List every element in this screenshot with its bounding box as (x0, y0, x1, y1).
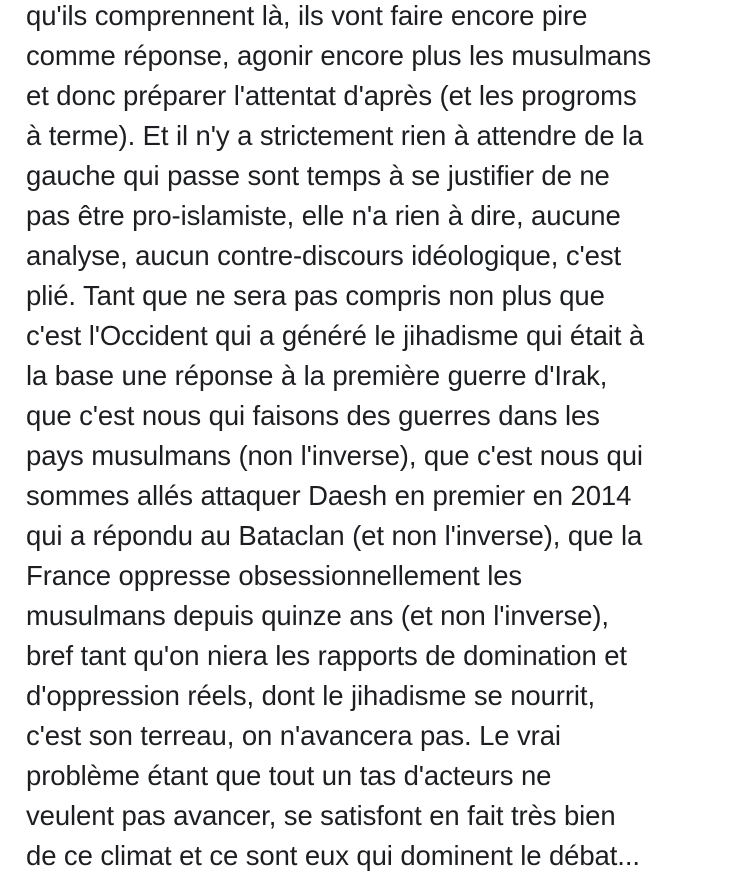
post-text-line: bref tant qu'on niera les rapports de domination et (26, 640, 627, 671)
post-text-line: et donc préparer l'attentat d'après (et les progroms (26, 80, 637, 111)
post-text-line: c'est l'Occident qui a généré le jihadisme qui était à (26, 320, 645, 351)
post-text-line: veulent pas avancer, se satisfont en fait très bien (26, 800, 616, 831)
post-text-line: pas être pro-islamiste, elle n'a rien à dire, aucune (26, 200, 621, 231)
post-text-line: la base une réponse à la première guerre d'Irak, (26, 360, 608, 391)
post-text-line: comme réponse, agonir encore plus les musulmans (26, 40, 652, 71)
post-text-line: gauche qui passe sont temps à se justifier de ne (26, 160, 610, 191)
post-text-line: de ce climat et ce sont eux qui dominent le débat... (26, 840, 640, 871)
post-text-line: que c'est nous qui faisons des guerres dans les (26, 400, 600, 431)
post-body-text (26, 0, 741, 876)
post-text-line: d'oppression réels, dont le jihadisme se nourrit, (26, 680, 595, 711)
post-text-line: qui a répondu au Bataclan (et non l'inverse), que la (26, 520, 643, 551)
post-text-line: qu'ils comprennent là, ils vont faire encore pire (26, 0, 588, 31)
post-text-line: problème étant que tout un tas d'acteurs ne (26, 760, 552, 791)
post-text-line: à terme). Et il n'y a strictement rien à attendre de la (26, 120, 644, 151)
post-text-line: plié. Tant que ne sera pas compris non plus que (26, 280, 605, 311)
post-text-line: sommes allés attaquer Daesh en premier en 2014 (26, 480, 632, 511)
post-text-line: pays musulmans (non l'inverse), que c'est nous qui (26, 440, 643, 471)
post-text-line: musulmans depuis quinze ans (et non l'inverse), (26, 600, 609, 631)
post-text-line: c'est son terreau, on n'avancera pas. Le vrai (26, 720, 561, 751)
post-text-line: France oppresse obsessionnellement les (26, 560, 523, 591)
post-text-line: analyse, aucun contre-discours idéologique, c'est (26, 240, 622, 271)
